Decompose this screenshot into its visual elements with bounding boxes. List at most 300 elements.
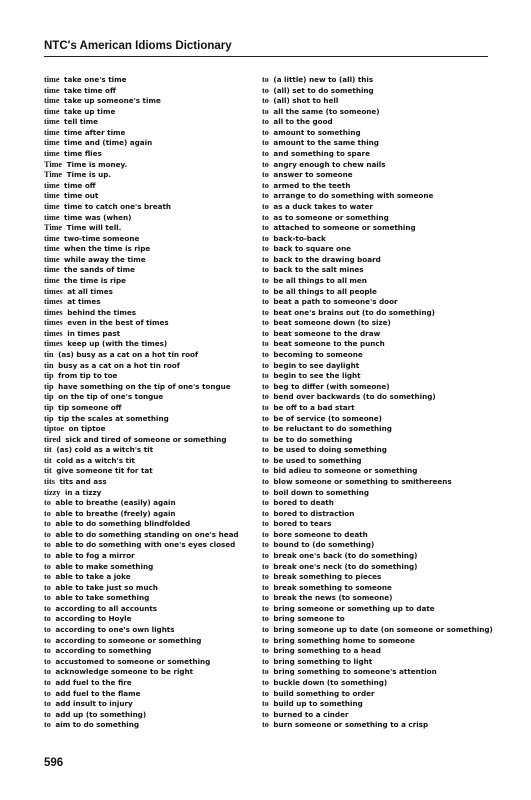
entry-phrase: break something to pieces [273,572,382,582]
entry-phrase: bring someone or something up to date [273,603,435,613]
index-entry [44,667,274,678]
index-entry [44,424,274,435]
entry-phrase: attached to someone or something [273,223,416,233]
index-entry [44,614,274,625]
entry-keyword: time [44,180,60,190]
entry-keyword: to [44,656,51,666]
entry-phrase: bring someone up to date (on someone or something) [273,625,493,635]
entry-keyword: to [262,572,269,582]
entry-keyword: to [262,424,269,434]
entry-keyword: time [44,244,60,254]
index-entry [262,202,492,213]
entry-keyword: to [262,614,269,624]
entry-keyword: to [262,381,269,391]
index-entry [44,361,274,372]
index-entry [44,181,274,192]
entry-keyword: to [262,625,269,635]
entry-phrase: blow someone or something to smithereens [273,476,452,486]
entry-phrase: time and (time) again [64,138,153,148]
entry-keyword: tired [44,434,61,444]
right-column [262,75,492,731]
entry-phrase: burned to a cinder [273,709,349,719]
index-entry [44,350,274,361]
index-entry [44,509,274,520]
entry-keyword: to [262,466,269,476]
index-entry [44,699,274,710]
entry-phrase: Time is up. [66,170,112,180]
index-entry [44,276,274,287]
entry-keyword: to [262,244,269,254]
entry-phrase: back to square one [273,244,352,254]
entry-phrase: (as) cold as a witch's tit [56,445,154,455]
entry-keyword: to [262,561,269,571]
entry-keyword: to [44,508,51,518]
entry-phrase: break one's neck (to do something) [273,561,418,571]
entry-keyword: tin [44,360,54,370]
entry-phrase: take up time [64,106,116,116]
entry-keyword: Time [44,223,63,233]
entry-phrase: burn someone or something to a crisp [273,720,429,730]
entry-keyword: time [44,106,60,116]
entry-keyword: to [262,223,269,233]
index-entry [44,255,274,266]
entry-keyword: to [262,297,269,307]
entry-phrase: bring something home to someone [273,635,415,645]
index-entry [44,678,274,689]
entry-phrase: able to do something standing on one's head [55,529,239,539]
entry-keyword: tin [44,350,54,360]
entry-keyword: to [262,275,269,285]
entry-keyword: to [262,455,269,465]
entry-phrase: back to the salt mines [273,265,364,275]
index-entry [44,202,274,213]
entry-keyword: tits [44,476,55,486]
entry-keyword: Time [44,159,63,169]
entry-phrase: be reluctant to do something [273,424,392,434]
index-entry [262,244,492,255]
index-entry [44,371,274,382]
index-entry [44,318,274,329]
entry-keyword: to [262,434,269,444]
entry-phrase: according to something [55,646,152,656]
entry-phrase: even in the best of times [67,318,169,328]
entry-keyword: to [262,233,269,243]
entry-phrase: bend over backwards (to do something) [273,392,436,402]
page-number: 596 [44,757,64,769]
index-entry [262,255,492,266]
entry-keyword: time [44,233,60,243]
entry-phrase: be all things to all men [273,275,367,285]
entry-phrase: begin to see daylight [273,360,360,370]
entry-keyword: to [262,265,269,275]
entry-phrase: time out [64,191,99,201]
entry-phrase: time was (when) [64,212,132,222]
index-entry [44,149,274,160]
entry-keyword: to [262,201,269,211]
entry-phrase: time off [64,180,96,190]
index-entry [44,689,274,700]
entry-phrase: able to fog a mirror [55,551,135,561]
index-entry [262,276,492,287]
entry-phrase: have something on the tip of one's tongue [58,381,231,391]
entry-phrase: begin to see the light [273,371,361,381]
entry-phrase: add insult to injury [55,699,133,709]
index-entry [262,466,492,477]
index-entry [262,170,492,181]
index-entry [262,234,492,245]
index-entry [262,403,492,414]
entry-phrase: keep up (with the times) [67,339,168,349]
index-entry [262,339,492,350]
entry-keyword: to [44,603,51,613]
index-entry [44,75,274,86]
entry-keyword: to [262,106,269,116]
index-entry [262,509,492,520]
entry-keyword: to [262,709,269,719]
entry-phrase: (all) shot to hell [273,96,339,106]
index-entry [44,583,274,594]
entry-phrase: bore someone to death [273,529,368,539]
entry-keyword: to [262,180,269,190]
entry-keyword: to [262,593,269,603]
entry-phrase: in a tizzy [64,487,102,497]
entry-keyword: to [262,254,269,264]
entry-keyword: to [262,149,269,159]
index-entry [262,329,492,340]
index-entry [44,551,274,562]
index-entry [262,625,492,636]
index-entry [44,287,274,298]
index-entry [44,117,274,128]
entry-keyword: time [44,191,60,201]
entry-phrase: (a little) new to (all) this [273,75,374,84]
entry-phrase: behind the times [67,307,137,317]
index-entry [262,424,492,435]
index-entry [44,234,274,245]
entry-phrase: be of service (to someone) [273,413,382,423]
index-entry [262,667,492,678]
entry-keyword: times [44,339,63,349]
entry-phrase: add fuel to the fire [55,677,132,687]
entry-keyword: to [262,646,269,656]
entry-phrase: tits and ass [59,476,107,486]
entry-keyword: to [262,677,269,687]
index-entry [44,477,274,488]
index-entry [262,551,492,562]
entry-phrase: the sands of time [64,265,135,275]
entry-phrase: becoming to someone [273,350,363,360]
entry-keyword: to [262,127,269,137]
entry-phrase: answer to someone [273,170,353,180]
index-entry [44,191,274,202]
entry-phrase: on tiptoe [68,424,106,434]
entry-keyword: to [262,699,269,709]
entry-keyword: to [262,582,269,592]
entry-keyword: to [262,667,269,677]
entry-phrase: time flies [64,149,102,159]
entry-phrase: all the same (to someone) [273,106,380,116]
entry-phrase: able to take a joke [55,572,131,582]
entry-phrase: be to do something [273,434,353,444]
index-entry [262,96,492,107]
index-entry [44,329,274,340]
entry-phrase: beat someone to the punch [273,339,385,349]
index-entry [262,562,492,573]
running-header: NTC's American Idioms Dictionary [44,40,232,52]
entry-keyword: to [262,75,269,84]
entry-keyword: tizzy [44,487,61,497]
entry-keyword: time [44,85,60,95]
entry-keyword: to [262,635,269,645]
index-entry [44,138,274,149]
index-entry [44,540,274,551]
index-entry [262,583,492,594]
entry-phrase: back-to-back [273,233,326,243]
index-entry [44,86,274,97]
index-entry [262,540,492,551]
entry-keyword: to [262,445,269,455]
entry-phrase: back to the drawing board [273,254,381,264]
entry-keyword: time [44,117,60,127]
index-entry [44,466,274,477]
index-entry [44,213,274,224]
index-entry [262,361,492,372]
entry-phrase: all to the good [273,117,333,127]
entry-phrase: add fuel to the flame [55,688,141,698]
entry-phrase: able to take something [55,593,150,603]
index-entry [262,572,492,583]
entry-keyword: times [44,318,63,328]
index-entry [44,96,274,107]
index-entry [262,191,492,202]
entry-phrase: at all times [67,286,113,296]
index-entry [44,297,274,308]
entry-phrase: bored to distraction [273,508,355,518]
entry-keyword: times [44,328,63,338]
entry-keyword: to [262,476,269,486]
index-entry [44,403,274,414]
entry-phrase: able to do something blindfolded [55,519,191,529]
entry-keyword: to [262,212,269,222]
entry-keyword: to [262,339,269,349]
entry-phrase: time after time [64,127,126,137]
index-entry [262,86,492,97]
index-entry [262,117,492,128]
index-entry [44,244,274,255]
entry-phrase: beat one's brains out (to do something) [273,307,435,317]
entry-phrase: (all) set to do something [273,85,374,95]
entry-phrase: according to someone or something [55,635,202,645]
entry-keyword: to [262,117,269,127]
entry-phrase: break one's back (to do something) [273,551,418,561]
entry-phrase: when the time is ripe [64,244,151,254]
entry-keyword: to [44,561,51,571]
index-entry [262,604,492,615]
index-entry [44,488,274,499]
entry-keyword: to [262,350,269,360]
entry-keyword: to [44,688,51,698]
entry-phrase: tip the scales at something [58,413,169,423]
entry-phrase: the time is ripe [64,275,127,285]
index-entry [262,107,492,118]
entry-phrase: take time off [64,85,116,95]
index-entry [262,530,492,541]
entry-keyword: to [262,498,269,508]
entry-phrase: accustomed to someone or something [55,656,211,666]
entry-keyword: to [44,625,51,635]
entry-keyword: tit [44,455,52,465]
index-entry [44,604,274,615]
header-rule [44,56,488,57]
entry-phrase: break something to someone [273,582,392,592]
entry-phrase: sick and tired of someone or something [65,434,227,444]
entry-phrase: build something to order [273,688,375,698]
index-entry [44,308,274,319]
entry-keyword: to [262,138,269,148]
entry-phrase: aim to do something [55,720,140,730]
entry-phrase: be off to a bad start [273,402,355,412]
index-entry [44,646,274,657]
entry-phrase: able to make something [55,561,154,571]
entry-keyword: to [44,551,51,561]
entry-keyword: tip [44,392,54,402]
index-entry [262,519,492,530]
entry-phrase: able to do something with one's eyes closed [55,540,236,550]
entry-phrase: arrange to do something with someone [273,191,434,201]
entry-phrase: buckle down (to something) [273,677,388,687]
entry-phrase: beg to differ (with someone) [273,381,390,391]
entry-keyword: to [262,519,269,529]
entry-keyword: time [44,254,60,264]
index-entry [44,382,274,393]
index-entry [262,689,492,700]
index-entry [262,710,492,721]
index-entry [44,107,274,118]
entry-phrase: be used to something [273,455,362,465]
entry-keyword: to [262,328,269,338]
entry-phrase: be used to doing something [273,445,387,455]
entry-keyword: to [44,699,51,709]
entry-phrase: able to breathe (easily) again [55,498,176,508]
entry-phrase: while away the time [64,254,146,264]
entry-phrase: time to catch one's breath [64,201,171,211]
index-entry [262,488,492,499]
index-entry [262,350,492,361]
index-entry [44,593,274,604]
index-entry [262,678,492,689]
index-entry [262,456,492,467]
entry-keyword: tip [44,402,54,412]
entry-keyword: times [44,307,63,317]
entry-keyword: Time [44,170,63,180]
index-entry [44,170,274,181]
entry-keyword: to [262,529,269,539]
index-entry [262,265,492,276]
entry-phrase: on the tip of one's tongue [58,392,164,402]
index-entry [44,456,274,467]
entry-keyword: time [44,275,60,285]
index-entry [44,720,274,731]
index-entry [44,657,274,668]
index-entry [262,297,492,308]
entry-keyword: to [262,159,269,169]
entry-keyword: to [262,286,269,296]
index-entry [44,636,274,647]
entry-keyword: to [44,572,51,582]
index-entry [44,445,274,456]
entry-phrase: bid adieu to someone or something [273,466,418,476]
entry-phrase: cold as a witch's tit [56,455,135,465]
index-entry [262,392,492,403]
entry-phrase: bored to death [273,498,334,508]
entry-phrase: amount to something [273,127,361,137]
entry-keyword: to [262,191,269,201]
entry-phrase: take one's time [64,75,127,84]
entry-phrase: from tip to toe [58,371,118,381]
entry-phrase: and something to spare [273,149,370,159]
entry-keyword: tit [44,445,52,455]
index-entry [262,318,492,329]
entry-keyword: time [44,138,60,148]
entry-phrase: armed to the teeth [273,180,351,190]
index-entry [262,213,492,224]
index-entry [44,392,274,403]
entry-phrase: according to one's own lights [55,625,175,635]
index-entry [262,445,492,456]
index-entry [262,636,492,647]
entry-phrase: tip someone off [58,402,122,412]
entry-phrase: at times [67,297,101,307]
index-entry [44,625,274,636]
index-entry [262,308,492,319]
entry-phrase: able to take just so much [55,582,158,592]
index-entry [44,160,274,171]
entry-keyword: to [262,508,269,518]
entry-phrase: bring something to light [273,656,373,666]
left-column [44,75,274,731]
entry-phrase: amount to the same thing [273,138,379,148]
entry-phrase: Time is money. [66,159,128,169]
entry-phrase: give someone tit for tat [56,466,153,476]
entry-keyword: to [44,519,51,529]
index-entry [262,435,492,446]
entry-keyword: to [262,318,269,328]
entry-keyword: to [44,635,51,645]
entry-keyword: to [262,551,269,561]
entry-keyword: to [262,413,269,423]
index-entry [44,339,274,350]
entry-keyword: time [44,127,60,137]
index-entry [44,435,274,446]
index-entry [262,223,492,234]
entry-keyword: to [44,593,51,603]
entry-keyword: to [262,307,269,317]
entry-phrase: take up someone's time [64,96,161,106]
entry-keyword: time [44,75,60,84]
entry-keyword: tip [44,371,54,381]
entry-keyword: tiptoe [44,424,65,434]
entry-keyword: time [44,212,60,222]
entry-phrase: beat a path to someone's door [273,297,398,307]
index-entry [262,138,492,149]
entry-phrase: add up (to something) [55,709,147,719]
index-entry [44,498,274,509]
index-entry [262,287,492,298]
index-entry [262,477,492,488]
entry-phrase: two-time someone [64,233,140,243]
entry-keyword: to [262,720,269,730]
entry-phrase: Time will tell. [66,223,122,233]
